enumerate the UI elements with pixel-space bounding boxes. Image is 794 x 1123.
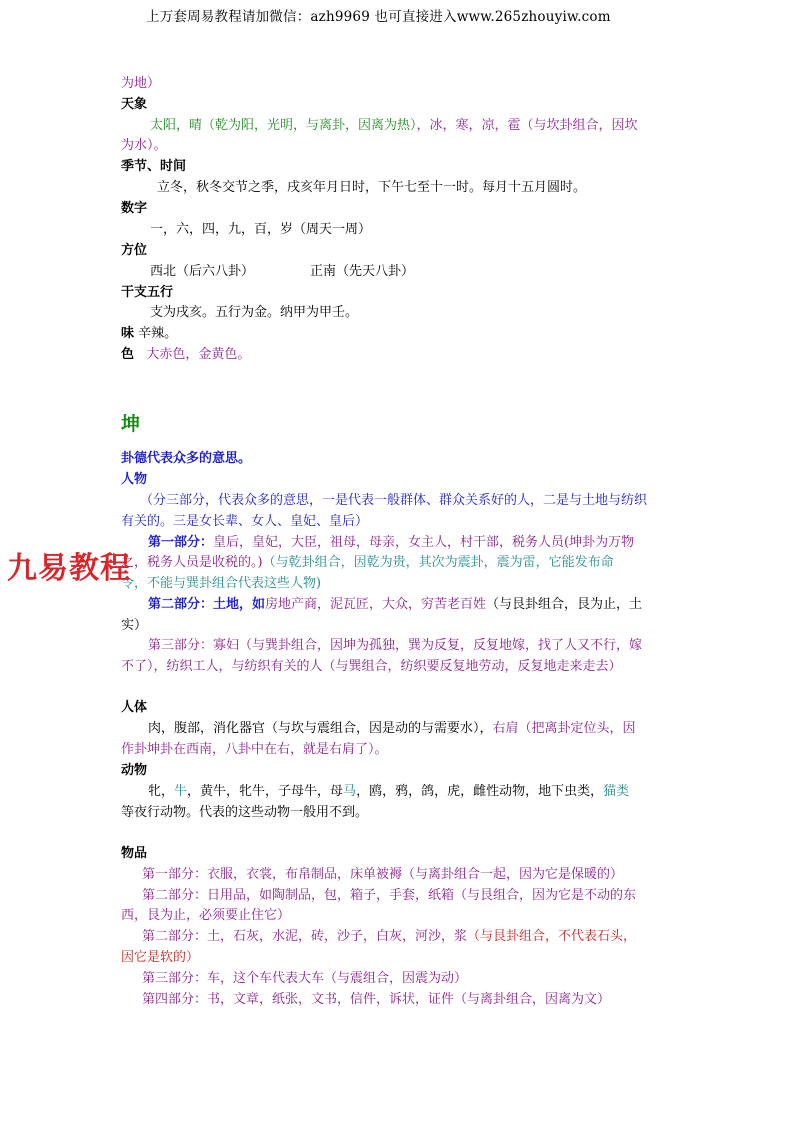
renti-line-1 [148, 721, 636, 737]
part2-line-2: 实） [121, 618, 148, 633]
ganzhi-heading: 干支五行 [121, 285, 174, 300]
part1-line-2 [121, 555, 614, 571]
wupin-line-5: 第四部分：书，文章，纸张，文书，信件，诉状，证件（与离卦组合，因离为文） [142, 992, 611, 1007]
ganzhi-line-1: 支为戌亥。五行为金。纳甲为甲壬。 [150, 305, 359, 320]
dongwu-text-c: ，黄牛，牝牛，子母牛，母 [187, 784, 344, 799]
dongwu-text-b: 牛 [174, 784, 188, 799]
tianxiang-line-2: 为水）。 [121, 138, 167, 153]
part1-line-3: 令，不能与巽卦组合代表这些人物) [121, 576, 322, 591]
wupin-line-3c: 因它是软的） [121, 950, 200, 965]
watermark-logo: 九易教程 [7, 551, 131, 586]
renti-text-b: 右肩（把离卦定位头，因 [492, 721, 636, 736]
part1-text-b2: （与乾卦组合，因乾为贵，其次为震卦，震为雷，它能发布命 [262, 555, 614, 570]
wupin-text-3a: 第二部分：土，石灰，水泥，砖，沙子，白灰，河沙，浆 [142, 929, 468, 944]
part1-label: 第一部分： [148, 535, 214, 550]
direction-heading: 方位 [121, 243, 148, 258]
tianxiang-text-a: 太阳，晴（乾为阳，光明，与离卦，因离为热） [150, 118, 417, 133]
direction-line-2: 正南（先天八卦） [310, 264, 415, 279]
part1-line-1 [148, 535, 634, 551]
renti-heading: 人体 [121, 700, 148, 715]
dongwu-text-a: 牝， [148, 784, 175, 799]
dongwu-line-1 [148, 784, 629, 800]
wupin-heading: 物品 [121, 846, 148, 861]
part3-line-1: 第三部分：寡妇（与巽卦组合，因坤为孤独，巽为反复，反复地嫁，找了人又不行，嫁 [148, 638, 643, 653]
qian-top-tail: 为地） [121, 76, 161, 91]
kun-intro: 卦德代表众多的意思。 [121, 451, 252, 466]
renti-text-a: 肉，腹部，消化器官（与坎与震组合，因是动的与需要水）， [148, 721, 493, 736]
direction-line-1: 西北（后六八卦） [150, 264, 255, 279]
taste-value: 辛辣。 [138, 326, 178, 341]
dongwu-line-2: 等夜行动物。代表的这些动物一般用不到。 [121, 805, 369, 820]
part2-text-a: 房地产商，泥瓦匠，大众，穷苦老百姓 [265, 597, 487, 612]
wupin-line-2a: 第二部分：日用品，如陶制品，包，箱子，手套，纸箱（与艮组合，因为它是不动的东 [142, 888, 637, 903]
tianxiang-heading: 天象 [121, 97, 148, 112]
kun-title: 坤 [121, 413, 141, 435]
part2-text-b: （与艮卦组合，艮为止，土 [486, 597, 643, 612]
renwu-para-line-2: 有关的。三是女长辈、女人、皇妃、皇后） [121, 514, 369, 529]
renwu-heading: 人物 [121, 472, 148, 487]
wupin-line-1: 第一部分：衣服，衣裳，布帛制品，床单被褥（与离卦组合一起，因为它是保暖的） [142, 867, 624, 882]
taste-row [121, 326, 177, 342]
color-row [121, 347, 250, 363]
part3-line-2: 不了），纺织工人，与纺织有关的人（与巽组合，纺织要反复地劳动，反复地走来走去） [121, 659, 622, 674]
renti-line-2: 作卦坤卦在西南，八卦中在右，就是右肩了）。 [121, 742, 388, 757]
part1-text-b1: 之，税务人员是收税的。) [121, 555, 263, 570]
renwu-para-line-1: （分三部分，代表众多的意思，一是代表一般群体、群众关系好的人，二是与土地与纺织 [140, 493, 648, 508]
wupin-text-3b: （与艮卦组合，不代表石头， [467, 929, 637, 944]
part2-line-1 [148, 597, 642, 613]
dongwu-text-f: 猫类 [603, 784, 630, 799]
wupin-line-2b: 西，艮为止，必须要止住它） [121, 908, 291, 923]
color-value: 大赤色，金黄色。 [146, 347, 251, 362]
number-line-1: 一，六，四，九，百，岁（周天一周） [150, 222, 372, 237]
color-heading: 色 [121, 347, 135, 362]
dongwu-text-e: ，鸥，鸦，鸽，虎，雌性动物，地下虫类， [356, 784, 604, 799]
dongwu-heading: 动物 [121, 763, 148, 778]
page-header: 上万套周易教程请加微信：azh9969 也可直接进入www.265zhouyiw.com [146, 9, 611, 25]
taste-heading: 味 [121, 326, 135, 341]
part2-label: 第二部分：土地，如 [148, 597, 266, 612]
number-heading: 数字 [121, 201, 148, 216]
wupin-line-3a [142, 929, 636, 945]
dongwu-text-d: 马 [343, 784, 357, 799]
season-line-1: 立冬，秋冬交节之季，戌亥年月日时，下午七至十一时。每月十五月圆时。 [157, 180, 587, 195]
season-heading: 季节、时间 [121, 159, 187, 174]
wupin-line-4: 第三部分：车，这个车代表大车（与震组合，因震为动） [142, 971, 468, 986]
part1-text-a: 皇后，皇妃，大臣，祖母，母亲，女主人，村干部，税务人员(坤卦为万物 [213, 535, 635, 550]
tianxiang-line-1 [150, 118, 638, 134]
tianxiang-text-b: ，冰，寒，凉，雹（与坎卦组合，因坎 [416, 118, 638, 133]
